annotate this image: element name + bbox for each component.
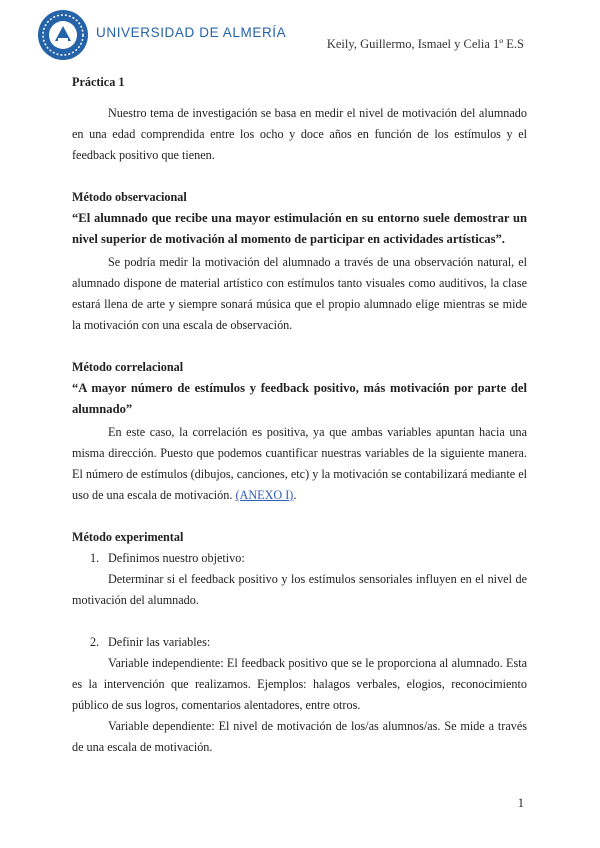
correlacional-heading: Método correlacional (72, 360, 184, 374)
observacional-heading: Método observacional (72, 190, 187, 204)
university-seal-icon (36, 8, 90, 62)
list-number-2: 2. (90, 635, 100, 649)
list-item-2 (72, 632, 527, 653)
intro-paragraph: Nuestro tema de investigación se basa en medir el nivel de motivación del alumnado en una edad comprendida entre los ocho y doce años en función de los estímulos y el feedback positivo que tienen. (72, 106, 527, 162)
document-body (72, 72, 527, 758)
objetivo-paragraph: Determinar si el feedback positivo y los estímulos sensoriales influyen en el nivel de motivación del alumnado. (72, 572, 527, 607)
page-title: Práctica 1 (72, 75, 125, 89)
dependiente-paragraph: Variable dependiente: El nivel de motivación de los/as alumnos/as. Se mide a través de una escala de motivación. (72, 719, 527, 754)
page-header (0, 0, 600, 70)
page-number: 1 (517, 796, 524, 810)
anexo-link[interactable]: (ANEXO I) (235, 488, 294, 502)
observacional-hypothesis: “El alumnado que recibe una mayor estimulación en su entorno suele demostrar un nivel superior de motivación al momento de participar en actividades artísticas”. (72, 211, 527, 246)
university-logo (36, 8, 286, 62)
correlacional-paragraph (72, 422, 527, 506)
list-number-1: 1. (90, 551, 100, 565)
experimental-heading: Método experimental (72, 530, 184, 544)
list-item-1-text: Definimos nuestro objetivo: (108, 551, 245, 565)
observacional-paragraph: Se podría medir la motivación del alumnado a través de una observación natural, el alumnado dispone de material artístico con estímulos tanto visuales como auditivos, la clase estará llena de arte y siempre sonará música que el propio alumnado elige mientras se mide la motivación con una escala de observación. (72, 255, 527, 332)
logo-text: UNIVERSIDAD DE ALMERÍA (96, 24, 287, 40)
list-item-2-text: Definir las variables: (108, 635, 211, 649)
correlacional-text: En este caso, la correlación es positiva, ya que ambas variables apuntan hacia una misma dirección. Puesto que podemos cuantificar nuestras variables de la siguiente manera. El número de estímulos (dibujos, canciones, etc) y la motivación se contabilizará mediante el uso de una escala de motivación. (72, 425, 527, 502)
header-authors: Keily, Guillermo, Ismael y Celia 1º E.S (326, 37, 524, 51)
independiente-paragraph: Variable independiente: El feedback positivo que se le proporciona al alumnado. Esta es la intervención que realizamos. Ejemplos: halagos verbales, elogios, reconocimiento público de sus logros, comentarios alentadores, entre otros. (72, 656, 527, 712)
correlacional-end: . (293, 488, 297, 502)
correlacional-hypothesis: “A mayor número de estímulos y feedback positivo, más motivación por parte del alumnado” (72, 381, 527, 416)
list-item-1 (72, 548, 527, 569)
